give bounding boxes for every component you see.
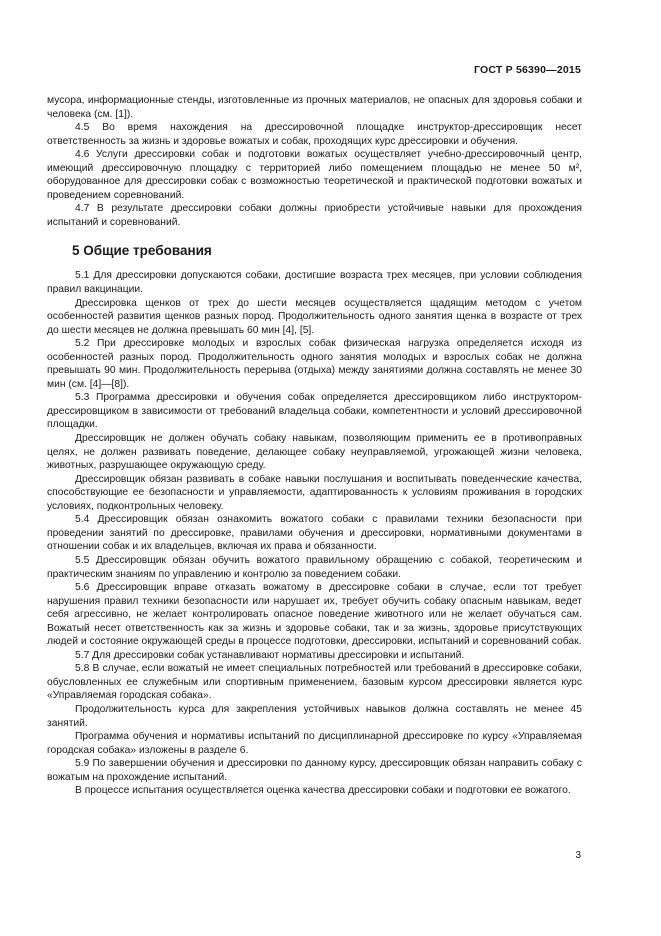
paragraph: Программа обучения и нормативы испытаний по дисциплинарной дрессировке по курсу «Управляемая городская собака» изложены в разделе 6. — [47, 731, 582, 756]
document-code-header: ГОСТ Р 56390—2015 — [473, 64, 581, 76]
paragraph: 5.1 Для дрессировки допускаются собаки, достигшие возраста трех месяцев, при условии соблюдения правил вакцинации. — [47, 270, 582, 296]
paragraph: В процессе испытания осуществляется оценка качества дрессировки собаки и подготовки ее вожатого. — [75, 785, 571, 797]
paragraph: 5.5 Дрессировщик обязан обучить вожатого правильному обращению с собакой, теоретическим и практическим знаниям по управлению и контролю за поведением собаки. — [47, 554, 582, 580]
paragraph-4-6: 4.6 Услуги дрессировки собак и подготовки вожатых осуществляет учебно-дрессировочный центр, имеющий дрессировочную площадку с территорией либо помещением площадью не менее 50 м², оборудованное для дрессировки собак с возможностью теоретической и практической подготовки вожатых и проведением соревнований. — [47, 149, 582, 201]
paragraph: Продолжительность курса для закрепления устойчивых навыков должна составлять не менее 45 занятий. — [47, 703, 582, 729]
paragraph-4-5: 4.5 Во время нахождения на дрессировочной площадке инструктор-дрессировщик несет ответственность за жизнь и здоровье вожатых и собак, проходящих курс дрессировки и обучения. — [47, 122, 582, 147]
paragraph: 5.4 Дрессировщик обязан ознакомить вожатого собаки с правилами техники безопасности при проведении занятий по дрессировке, правилами обучения и дрессировки, нормативными документами в отношении собак и их владельцев, включая их права и обязанности. — [47, 514, 582, 553]
paragraph: 5.3 Программа дрессировки и обучения собак определяется дрессировщиком либо инструктором-дрессировщиком в зависимости от требований владельца собаки, компетентности и условий дрессировочной площадки. — [47, 392, 582, 431]
paragraph: 5.6 Дрессировщик вправе отказать вожатому в дрессировке собаки в случае, если тот требует нарушения правил техники безопасности или нарушает их, требует обучить собаку опасным навыкам, ведет себя агрессивно, не желает контролировать опасное поведение животного или не желает обучаться сам. Вожатый несет ответственность как за жизнь и здоровье собаки, так и за жизнь, здоровье присутствующих людей и состояние окружающей среды в процессе подготовки, дрессировки, испытаний и соревнований собак. — [47, 582, 582, 648]
paragraph: Дрессировщик обязан развивать в собаке навыки послушания и воспитывать поведенческие качества, способствующие ее безопасности и управляемости, адаптированность к условиям проживания в городских условиях, подконтрольных человеку. — [47, 473, 582, 512]
document-body — [47, 94, 582, 798]
paragraph: Дрессировщик не должен обучать собаку навыкам, позволяющим применить ее в противоправных целях, не должен развивать поведение, делающее собаку неуправляемой, угрожающей жизни человека, животных, разрушающее окружающую среду. — [47, 433, 582, 472]
paragraph: 5.7 Для дрессировки собак устанавливают нормативы дрессировки и испытаний. — [75, 649, 465, 661]
section-heading: 5 Общие требования — [72, 243, 212, 259]
paragraph: 5.8 В случае, если вожатый не имеет специальных потребностей или требований в дрессировке собаки, обусловленных ее служебным или спортивным применением, базовым курсом дрессировки является курс «Управляемая городская собака». — [47, 663, 582, 702]
paragraph: 5.2 При дрессировке молодых и взрослых собак физическая нагрузка определяется исходя из особенностей разных пород. Продолжительность одного занятия молодых и взрослых собак не должна превышать 90 мин. Продолжительность перерыва (отдыха) между занятиями должна составлять не менее 30 мин (см. [4]—[8]). — [47, 338, 582, 390]
paragraph-4-7: 4.7 В результате дрессировки собаки должны приобрести устойчивые навыки для прохождения испытаний и соревнований. — [47, 203, 582, 228]
page-number: 3 — [575, 850, 581, 861]
paragraph: Дрессировка щенков от трех до шести месяцев осуществляется щадящим методом с учетом особенностей развития щенков разных пород. Продолжительность одного занятия щенка в возрасте от трех до шести месяцев не должна превышать 60 мин [4], [5]. — [47, 297, 582, 336]
paragraph: 5.9 По завершении обучения и дрессировки по данному курсу, дрессировщик обязан направить собаку с вожатым на прохождение испытаний. — [47, 758, 582, 783]
paragraph-continuation: мусора, информационные стенды, изготовленные из прочных материалов, не опасных для здоровья собаки и человека (см. [1]). — [47, 95, 582, 120]
